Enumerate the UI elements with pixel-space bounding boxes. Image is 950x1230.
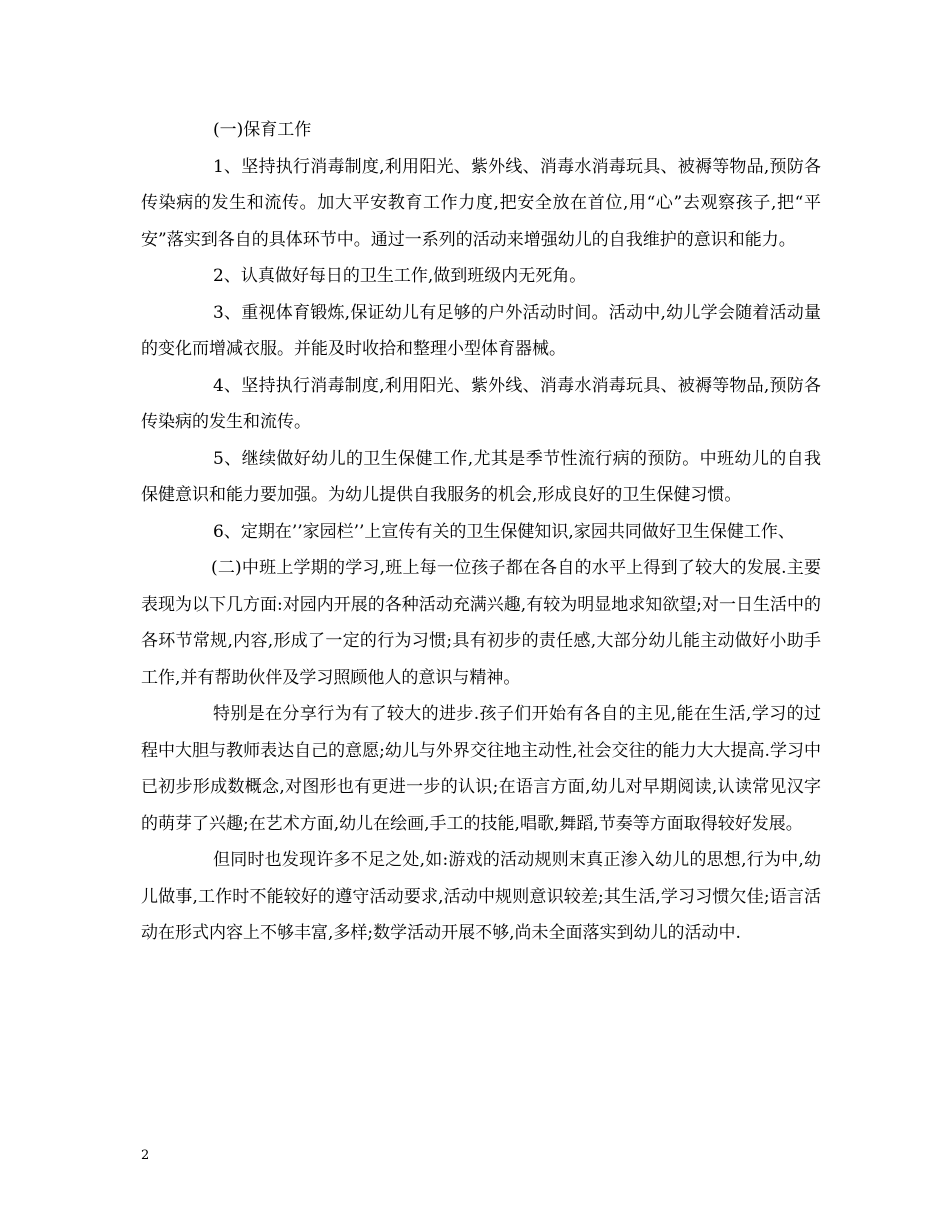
document-body bbox=[141, 112, 821, 952]
paragraph-2: 2、认真做好每日的卫生工作,做到班级内无死角。 bbox=[213, 266, 587, 286]
paragraph-1: 1、坚持执行消毒制度,利用阳光、紫外线、消毒水消毒玩具、被褥等物品,预防各传染病的发生和流传。加大平安教育工作力度,把安全放在首位,用“心”去观察孩子,把“平安”落实到各自的具体环节中。通过一系列的活动来增强幼儿的自我维护的意识和能力。 bbox=[141, 156, 821, 250]
paragraph-4: 4、坚持执行消毒制度,利用阳光、紫外线、消毒水消毒玩具、被褥等物品,预防各传染病的发生和流传。 bbox=[141, 375, 821, 432]
paragraph-3: 3、重视体育锻炼,保证幼儿有足够的户外活动时间。活动中,幼儿学会随着活动量的变化而增减衣服。并能及时收拾和整理小型体育器械。 bbox=[141, 302, 821, 359]
paragraph-5: 5、继续做好幼儿的卫生保健工作,尤其是季节性流行病的预防。中班幼儿的自我保健意识和能力要加强。为幼儿提供自我服务的机会,形成良好的卫生保健习惯。 bbox=[141, 448, 821, 505]
paragraph-learning-section: (二)中班上学期的学习,班上每一位孩子都在各自的水平上得到了较大的发展.主要表现为以下几方面:对园内开展的各种活动充满兴趣,有较为明显地求知欲望;对一日生活中的各环节常规,内容,形成了一定的行为习惯;具有初步的责任感,大部分幼儿能主动做好小助手工作,并有帮助伙伴及学习照顾他人的意识与精神。 bbox=[141, 558, 821, 688]
page-number: 2 bbox=[141, 1148, 150, 1163]
paragraph-shortcomings: 但同时也发现许多不足之处,如:游戏的活动规则末真正渗入幼儿的思想,行为中,幼儿做事,工作时不能较好的遵守活动要求,活动中规则意识较差;其生活,学习习惯欠佳;语言活动在形式内容上不够丰富,多样;数学活动开展不够,尚未全面落实到幼儿的活动中. bbox=[141, 850, 821, 943]
paragraph-sharing-progress: 特别是在分享行为有了较大的进步.孩子们开始有各自的主见,能在生活,学习的过程中大胆与教师表达自己的意愿;幼儿与外界交往地主动性,社会交往的能力大大提高.学习中已初步形成数概念,对图形也有更进一步的认识;在语言方面,幼儿对早期阅读,认读常见汉字的萌芽了兴趣;在艺术方面,幼儿在绘画,手工的技能,唱歌,舞蹈,节奏等方面取得较好发展。 bbox=[141, 704, 821, 834]
section-title-childcare: (一)保育工作 bbox=[213, 120, 312, 140]
paragraph-6: 6、定期在’’家园栏’’上宣传有关的卫生保健知识,家园共同做好卫生保健工作、 bbox=[213, 521, 795, 542]
